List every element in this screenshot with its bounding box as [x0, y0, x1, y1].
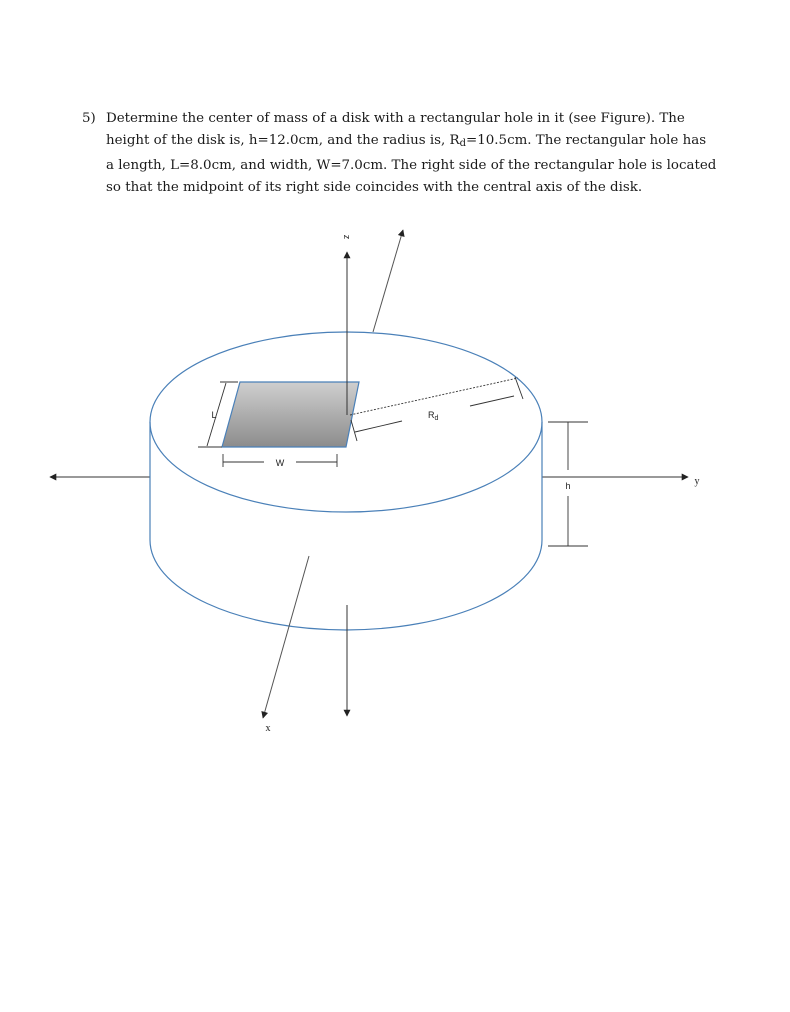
- z-axis-label: z: [342, 234, 352, 240]
- problem-line-2-end: =10.5cm. The rectangular hole has: [466, 133, 707, 148]
- height-label: h: [565, 481, 571, 491]
- x-axis-upper: [373, 230, 403, 332]
- problem-line-3: a length, L=8.0cm, and width, W=7.0cm. The right side of the rectangular hole is located: [106, 158, 717, 173]
- width-label: W: [275, 458, 285, 468]
- rectangular-hole: [222, 382, 359, 447]
- radius-label-main: R: [428, 410, 435, 420]
- problem-line-1: Determine the center of mass of a disk with a rectangular hole in it (see Figure). The: [106, 111, 685, 126]
- disk: [150, 332, 542, 630]
- y-axis-label: y: [694, 476, 700, 487]
- disk-bottom-arc: [150, 540, 542, 630]
- radius-subscript: d: [459, 138, 467, 149]
- x-axis-lower: [263, 556, 309, 718]
- x-axis-label: x: [265, 723, 271, 734]
- radius-label: [428, 410, 439, 422]
- problem-line-4: so that the midpoint of its right side coincides with the central axis of the disk.: [106, 180, 643, 195]
- problem-number: 5): [82, 111, 96, 126]
- problem-line-2-start: height of the disk is, h=12.0cm, and the radius is,: [106, 133, 450, 148]
- radius-dimension: [350, 377, 523, 441]
- length-label: L: [211, 410, 217, 420]
- radius-symbol: R: [449, 133, 460, 148]
- radius-label-sub: d: [434, 415, 439, 422]
